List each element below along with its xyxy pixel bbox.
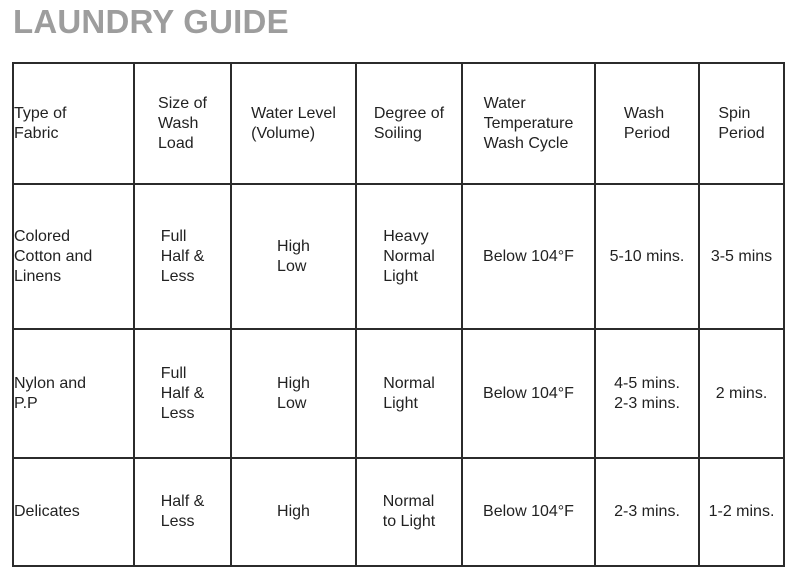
spin-period-cell: 2 mins. — [699, 329, 784, 458]
table-row — [13, 458, 784, 566]
header-water-level: Water Level (Volume) — [231, 63, 356, 184]
temperature-cell: Below 104°F — [462, 329, 595, 458]
water-level-cell: High Low — [231, 329, 356, 458]
temperature-cell: Below 104°F — [462, 458, 595, 566]
soiling-cell: Normal to Light — [356, 458, 462, 566]
fabric-cell: Nylon and P.P — [13, 329, 134, 458]
load-cell: Half & Less — [134, 458, 231, 566]
header-water-temperature: Water Temperature Wash Cycle — [462, 63, 595, 184]
soiling-cell: Normal Light — [356, 329, 462, 458]
fabric-cell: Colored Cotton and Linens — [13, 184, 134, 329]
table-row — [13, 184, 784, 329]
temperature-cell: Below 104°F — [462, 184, 595, 329]
load-cell: Full Half & Less — [134, 329, 231, 458]
header-wash-period: Wash Period — [595, 63, 699, 184]
wash-period-cell: 5-10 mins. — [595, 184, 699, 329]
table-row — [13, 329, 784, 458]
table-header-row — [13, 63, 784, 184]
soiling-cell: Heavy Normal Light — [356, 184, 462, 329]
header-type-of-fabric: Type of Fabric — [13, 63, 134, 184]
wash-period-cell: 4-5 mins. 2-3 mins. — [595, 329, 699, 458]
spin-period-cell: 3-5 mins — [699, 184, 784, 329]
header-size-of-wash-load: Size of Wash Load — [134, 63, 231, 184]
fabric-cell: Delicates — [13, 458, 134, 566]
spin-period-cell: 1-2 mins. — [699, 458, 784, 566]
laundry-guide-table — [12, 62, 785, 567]
water-level-cell: High Low — [231, 184, 356, 329]
header-degree-of-soiling: Degree of Soiling — [356, 63, 462, 184]
wash-period-cell: 2-3 mins. — [595, 458, 699, 566]
page-title: LAUNDRY GUIDE — [13, 3, 289, 40]
header-spin-period: Spin Period — [699, 63, 784, 184]
load-cell: Full Half & Less — [134, 184, 231, 329]
water-level-cell: High — [231, 458, 356, 566]
